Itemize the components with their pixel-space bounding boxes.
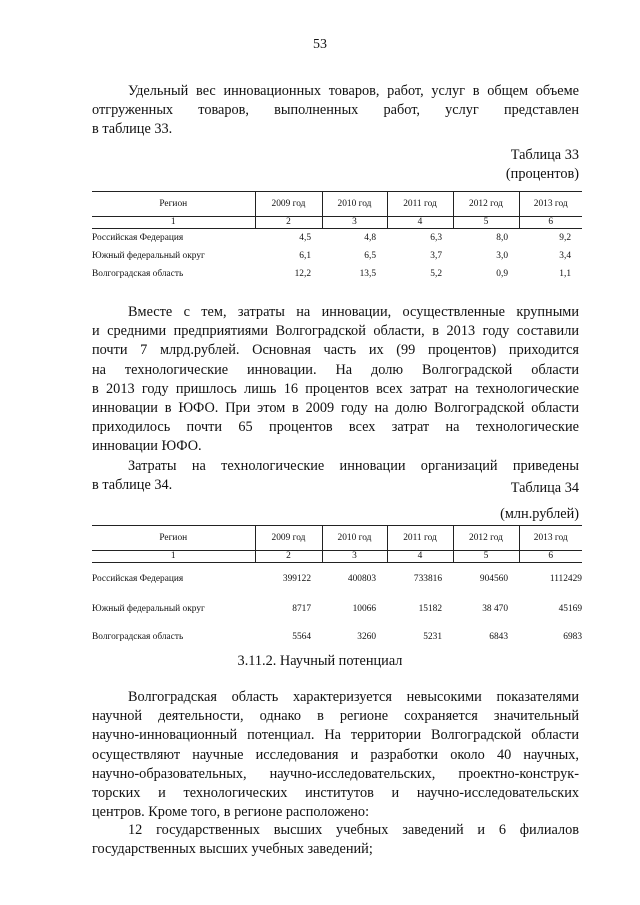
table-row [92, 563, 582, 596]
value-cell: 38 470 [482, 603, 508, 614]
column-header-region: Регион [92, 192, 255, 217]
region-cell: Российская Федерация [92, 574, 184, 585]
value-cell: 6,1 [299, 250, 311, 261]
text-line: государственных высших учебных заведений; [92, 841, 373, 858]
value-cell: 8,0 [496, 232, 508, 243]
table33-title: Таблица 33 [510, 147, 579, 163]
index-cell: 2 [255, 217, 322, 229]
value-cell: 904560 [479, 574, 508, 585]
text-line: в 2013 году пришлось лишь 16 процентов всех затрат на технологические [92, 380, 579, 397]
table-33 [92, 191, 582, 283]
column-header-2010: 2010 год [322, 526, 387, 551]
paragraph-universities [92, 821, 579, 859]
index-cell: 4 [387, 551, 453, 563]
table33-unit: (процентов) [505, 166, 579, 182]
value-cell: 0,9 [496, 268, 508, 279]
column-header-2012: 2012 год [453, 526, 519, 551]
value-cell: 3,0 [496, 250, 508, 261]
value-cell: 733816 [413, 574, 442, 585]
section-title: 3.11.2. Научный потенциал [237, 653, 403, 669]
column-header-2013: 2013 год [519, 526, 582, 551]
region-cell: Российская Федерация [92, 232, 184, 243]
column-header-2010: 2010 год [322, 192, 387, 217]
table-row [92, 247, 582, 265]
table-row [92, 622, 582, 652]
column-header-2011: 2011 год [387, 526, 453, 551]
index-cell: 3 [322, 217, 387, 229]
value-cell: 3260 [357, 631, 376, 642]
index-cell: 2 [255, 551, 322, 563]
paragraph-table34-intro [92, 457, 579, 495]
value-cell: 10066 [352, 603, 376, 614]
index-cell: 4 [387, 217, 453, 229]
value-cell: 400803 [347, 574, 376, 585]
value-cell: 13,5 [359, 268, 376, 279]
text-line: инновации ЮФО. [92, 438, 202, 455]
text-line: 12 государственных высших учебных заведений и 6 филиалов [128, 822, 579, 838]
text-line: центров. Кроме того, в регионе расположено: [92, 804, 370, 821]
text-line: на технологические инновации. На долю Волгоградской области [92, 361, 579, 378]
column-header-2009: 2009 год [255, 192, 322, 217]
page-number: 53 [313, 37, 327, 52]
region-cell: Волгоградская область [92, 631, 184, 642]
text-line: в таблице 33. [92, 121, 173, 138]
value-cell: 12,2 [294, 268, 311, 279]
text-line: научно-инновационный потенциал. На территории Волгоградской области [92, 727, 579, 744]
text-line: в таблице 34. [92, 477, 173, 494]
value-cell: 6983 [563, 631, 582, 642]
table-row [92, 229, 582, 247]
table-index-row [92, 551, 582, 563]
column-header-2012: 2012 год [453, 192, 519, 217]
table-row [92, 265, 582, 283]
value-cell: 8717 [292, 603, 311, 614]
index-cell: 1 [92, 217, 255, 229]
region-cell: Волгоградская область [92, 268, 184, 279]
value-cell: 5564 [292, 631, 311, 642]
value-cell: 1112429 [549, 574, 582, 585]
value-cell: 3,7 [430, 250, 442, 261]
text-line: почти 7 млрд.рублей. Основная часть их (99 процентов) приходится [92, 342, 579, 359]
value-cell: 6843 [489, 631, 508, 642]
text-line: научно-образовательных, научно-исследовательских, проектно-конструк- [92, 765, 579, 782]
text-line: торских и технологических институтов и научно-исследовательских [92, 785, 579, 802]
text-line: приходилось почти 65 процентов всех затрат на технологические [92, 419, 579, 436]
text-line: Удельный вес инновационных товаров, работ, услуг в общем объеме [128, 83, 579, 99]
text-line: инновации в ЮФО. При этом в 2009 году на долю Волгоградской области [92, 400, 579, 417]
table-index-row [92, 217, 582, 229]
text-line: научной деятельности, однако в регионе сохраняется значительный [92, 708, 579, 725]
value-cell: 4,8 [364, 232, 376, 243]
value-cell: 399122 [282, 574, 311, 585]
table-34 [92, 525, 582, 652]
index-cell: 3 [322, 551, 387, 563]
paragraph-scientific-potential [92, 688, 579, 822]
index-cell: 5 [453, 551, 519, 563]
region-cell: Южный федеральный округ [92, 603, 205, 614]
column-header-region: Регион [92, 526, 255, 551]
region-cell: Южный федеральный округ [92, 250, 205, 261]
table-header-row [92, 526, 582, 551]
paragraph-innovation-costs [92, 303, 579, 457]
value-cell: 5231 [423, 631, 442, 642]
index-cell: 6 [519, 217, 582, 229]
value-cell: 3,4 [559, 250, 571, 261]
text-line: Затраты на технологические инновации организаций приведены [128, 458, 579, 474]
value-cell: 1,1 [559, 268, 571, 279]
value-cell: 15182 [418, 603, 442, 614]
column-header-2011: 2011 год [387, 192, 453, 217]
column-header-2009: 2009 год [255, 526, 322, 551]
value-cell: 5,2 [430, 268, 442, 279]
table34-unit: (млн.рублей) [500, 506, 579, 522]
value-cell: 9,2 [559, 232, 571, 243]
text-line: Вместе с тем, затраты на инновации, осуществленные крупными [128, 304, 579, 320]
table34-title: Таблица 34 [510, 480, 579, 496]
index-cell: 1 [92, 551, 255, 563]
paragraph-intro [92, 82, 579, 140]
table-header-row [92, 192, 582, 217]
index-cell: 6 [519, 551, 582, 563]
index-cell: 5 [453, 217, 519, 229]
text-line: Волгоградская область характеризуется невысокими показателями [128, 689, 579, 705]
table-row [92, 596, 582, 622]
text-line: отгруженных товаров, выполненных работ, услуг представлен [92, 102, 579, 119]
column-header-2013: 2013 год [519, 192, 582, 217]
text-line: осуществляют научные исследования и разработки около 40 научных, [92, 746, 579, 763]
value-cell: 4,5 [299, 232, 311, 243]
value-cell: 6,3 [430, 232, 442, 243]
text-line: и средними предприятиями Волгоградской области, в 2013 году составили [92, 323, 579, 340]
value-cell: 45169 [558, 603, 582, 614]
value-cell: 6,5 [364, 250, 376, 261]
